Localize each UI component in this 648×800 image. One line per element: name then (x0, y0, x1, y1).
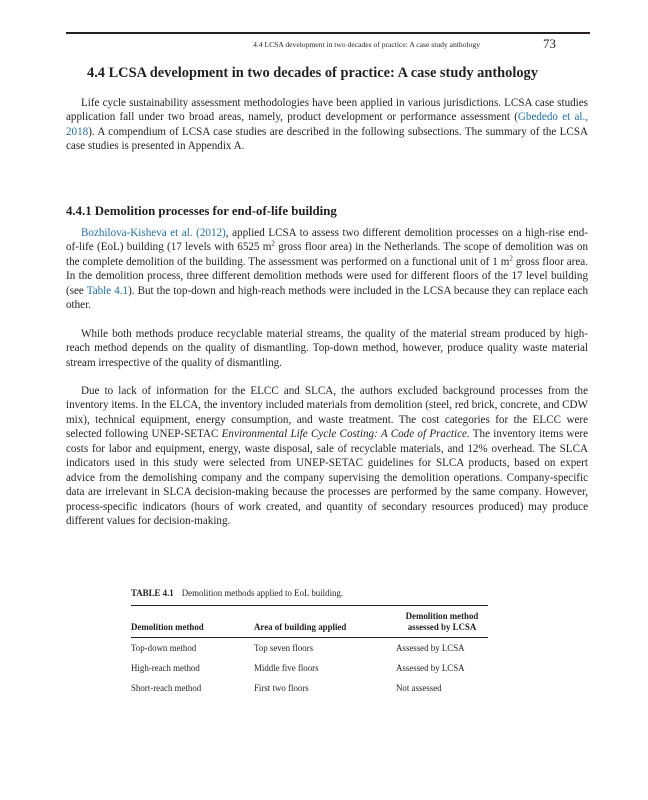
table-row (131, 678, 488, 698)
table-cell: First two floors (254, 683, 309, 693)
demolition-methods-table (131, 605, 488, 698)
column-header: Area of building applied (254, 622, 347, 632)
table-label: TABLE 4.1 (131, 588, 174, 598)
paragraph-1: Bozhilova-Kisheva et al. (2012), applied LCSA to assess two different demolition processes on a high-rise end-of-life (EoL) building (17 levels with 6525 $m^2$ gross floor area) in the Netherlands. The scope of demolition was on the complete demolition of the building. The assessment was performed on a functional unit of 1 $m^2$ gross floor area. In the demolition process, three different demolition methods were used for different floors of the 17 level building (see Table 4.1). But the top-down and high-reach methods were included in the LCSA because they can replace each other. (66, 227, 589, 312)
column-header: Demolition method (131, 622, 204, 632)
subsection-title: 4.4.1 Demolition processes for end-of-life building (66, 204, 337, 218)
paragraph-2: While both methods produce recyclable material streams, the quality of the material stream produced by high-reach method depends on the quality of dismantling. Top-down method, however, produce quality waste material stream irrespective of the quality of dismantling. (66, 328, 588, 369)
column-header: Demolition method assessed by LCSA (405, 611, 479, 632)
table-cell: Assessed by LCSA (396, 643, 465, 653)
page-number: 73 (543, 36, 556, 51)
running-head: 4.4 LCSA development in two decades of practice: A case study anthology (253, 40, 480, 49)
table-caption: TABLE 4.1 Demolition methods applied to EoL building. (131, 588, 344, 598)
table-cell: Not assessed (396, 683, 442, 693)
table-row (131, 658, 488, 678)
section-title: 4.4 LCSA development in two decades of practice: A case study anthology (87, 65, 538, 81)
paragraph-3: Due to lack of information for the ELCC and SLCA, the authors excluded background processes from the inventory items. In the ELCA, the inventory included materials from demolition (steel, red brick, concrete, and CDW mix), technical equipment, energy consumption, and waste treatment. The cost categories for the ELCC were selected following UNEP-SETAC Environmental Life Cycle Costing: A Code of Practice. The inventory items were costs for labor and equipment, energy, waste disposal, sale of recyclable materials, and 12% overhead. The SLCA indicators used in this study were selected from UNEP-SETAC guidelines for SLCA products, based on expert advice from the demolishing company and the company supervising the demolition operations. Company-specific data are irrelevant in SLCA decision-making because the processes are performed by the same company. However, process-specific indicators (hours of work created, and quantity of secondary resources produced) may produce different values for decision-making. (66, 385, 588, 528)
table-row (131, 638, 488, 659)
table-cell: Top-down method (131, 643, 197, 653)
table-cell: Short-reach method (131, 683, 202, 693)
table-cell: Assessed by LCSA (396, 663, 465, 673)
header-rule (66, 32, 590, 34)
table-cell: Middle five floors (254, 663, 319, 673)
citation-link[interactable]: Bozhilova-Kisheva et al. (2012) (81, 227, 226, 239)
table-cell: High-reach method (131, 663, 200, 673)
table-cell: Top seven floors (254, 643, 314, 653)
table-header-row (131, 606, 488, 638)
intro-paragraph: Life cycle sustainability assessment methodologies have been applied in various jurisdictions. LCSA case studies application fall under two broad areas, namely, product development or performance assessment (Gbededo et al., 2018). A compendium of LCSA case studies are described in the following subsections. The summary of the LCSA case studies is presented in Appendix A. (66, 97, 589, 153)
table-reference-link[interactable]: Table 4.1 (86, 284, 129, 297)
citation-link[interactable]: Gbededo et al., 2018 (66, 111, 589, 138)
